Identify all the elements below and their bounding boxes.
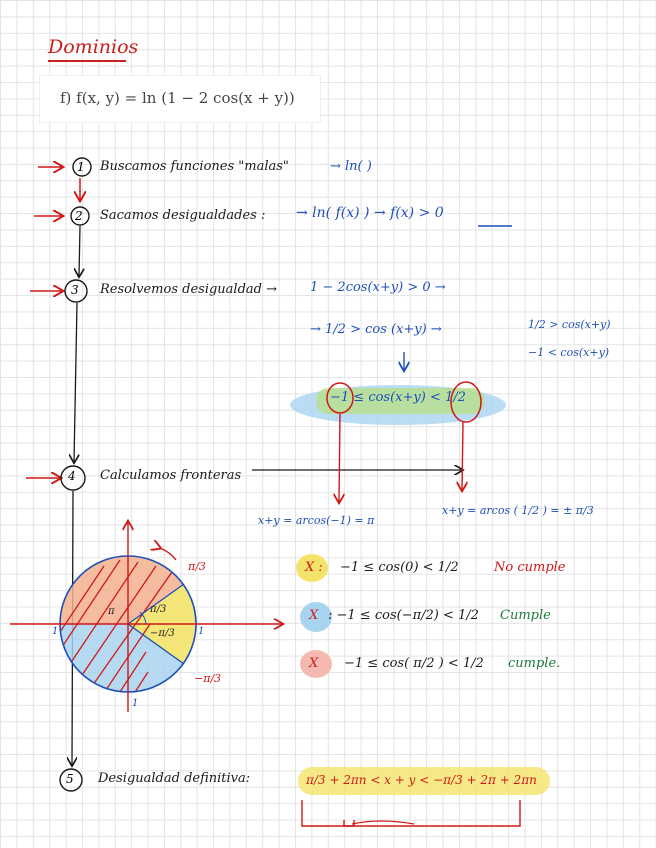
label-inner-neg-pi3: −π/3 [150,628,175,639]
test2-label: X [309,608,319,623]
step1-text: Buscamos funciones "malas" [100,159,289,174]
step3-text: Resolvemos desigualdad → [100,282,277,297]
step1-result: → ln( ) [330,159,372,174]
step5-num: 5 [66,772,74,786]
red-line-left [339,414,340,502]
step1-num: 1 [77,160,85,174]
test3-verdict: cumple. [508,656,561,671]
label-one-left: 1 [52,626,59,637]
test1-label: X : [305,560,323,575]
rotation-arrow [160,548,176,560]
flow-3-4 [74,303,77,462]
final-brace-right [344,800,520,826]
label-pi3: π/3 [188,560,206,573]
step4-num: 4 [68,469,76,483]
derivation-combined: −1 ≤ cos(x+y) < 1/2 [330,390,466,405]
red-line-right [462,422,463,490]
boundary-left: x+y = arcos(−1) = π [258,514,375,527]
flow-2-3 [79,226,80,276]
problem-formula: f) f(x, y) = ln (1 − 2 cos(x + y)) [60,89,295,107]
derivation-line1b: 1/2 > cos(x+y) [528,318,611,331]
label-neg-pi3-outer: −π/3 [194,672,222,685]
label-pi: π [108,606,115,617]
final-inequality: π/3 + 2πn < x + y < −π/3 + 2π + 2πn [306,773,537,787]
derivation-line1: → 1/2 > cos (x+y) → [310,322,442,337]
test3-label: X [309,656,319,671]
step2-result: → ln( f(x) ) → f(x) > 0 [296,205,444,221]
step2-num: 2 [75,209,83,223]
step5-text: Desigualdad definitiva: [98,771,251,786]
test3-text: −1 ≤ cos( π/2 ) < 1/2 [344,656,484,671]
test1-verdict: No cumple [494,560,566,575]
step4-text: Calculamos fronteras [100,468,242,483]
step3-num: 3 [71,283,79,297]
label-one-bottom: 1 [132,698,139,709]
test1-text: −1 ≤ cos(0) < 1/2 [340,560,459,575]
test2-verdict: Cumple [500,608,551,623]
step2-text: Sacamos desigualdades : [100,208,266,223]
final-brace-left [302,800,354,826]
boundary-right: x+y = arcos ( 1/2 ) = ± π/3 [442,504,594,517]
label-inner-pi3: π/3 [150,604,167,615]
derivation-line1c: −1 < cos(x+y) [528,346,610,359]
step3-result: 1 − 2cos(x+y) > 0 → [310,280,446,295]
label-one-right: 1 [198,626,205,637]
test2-text: : −1 ≤ cos(−π/2) < 1/2 [328,608,479,623]
final-brace-mid [352,821,414,824]
page-title: Dominios [48,36,139,58]
